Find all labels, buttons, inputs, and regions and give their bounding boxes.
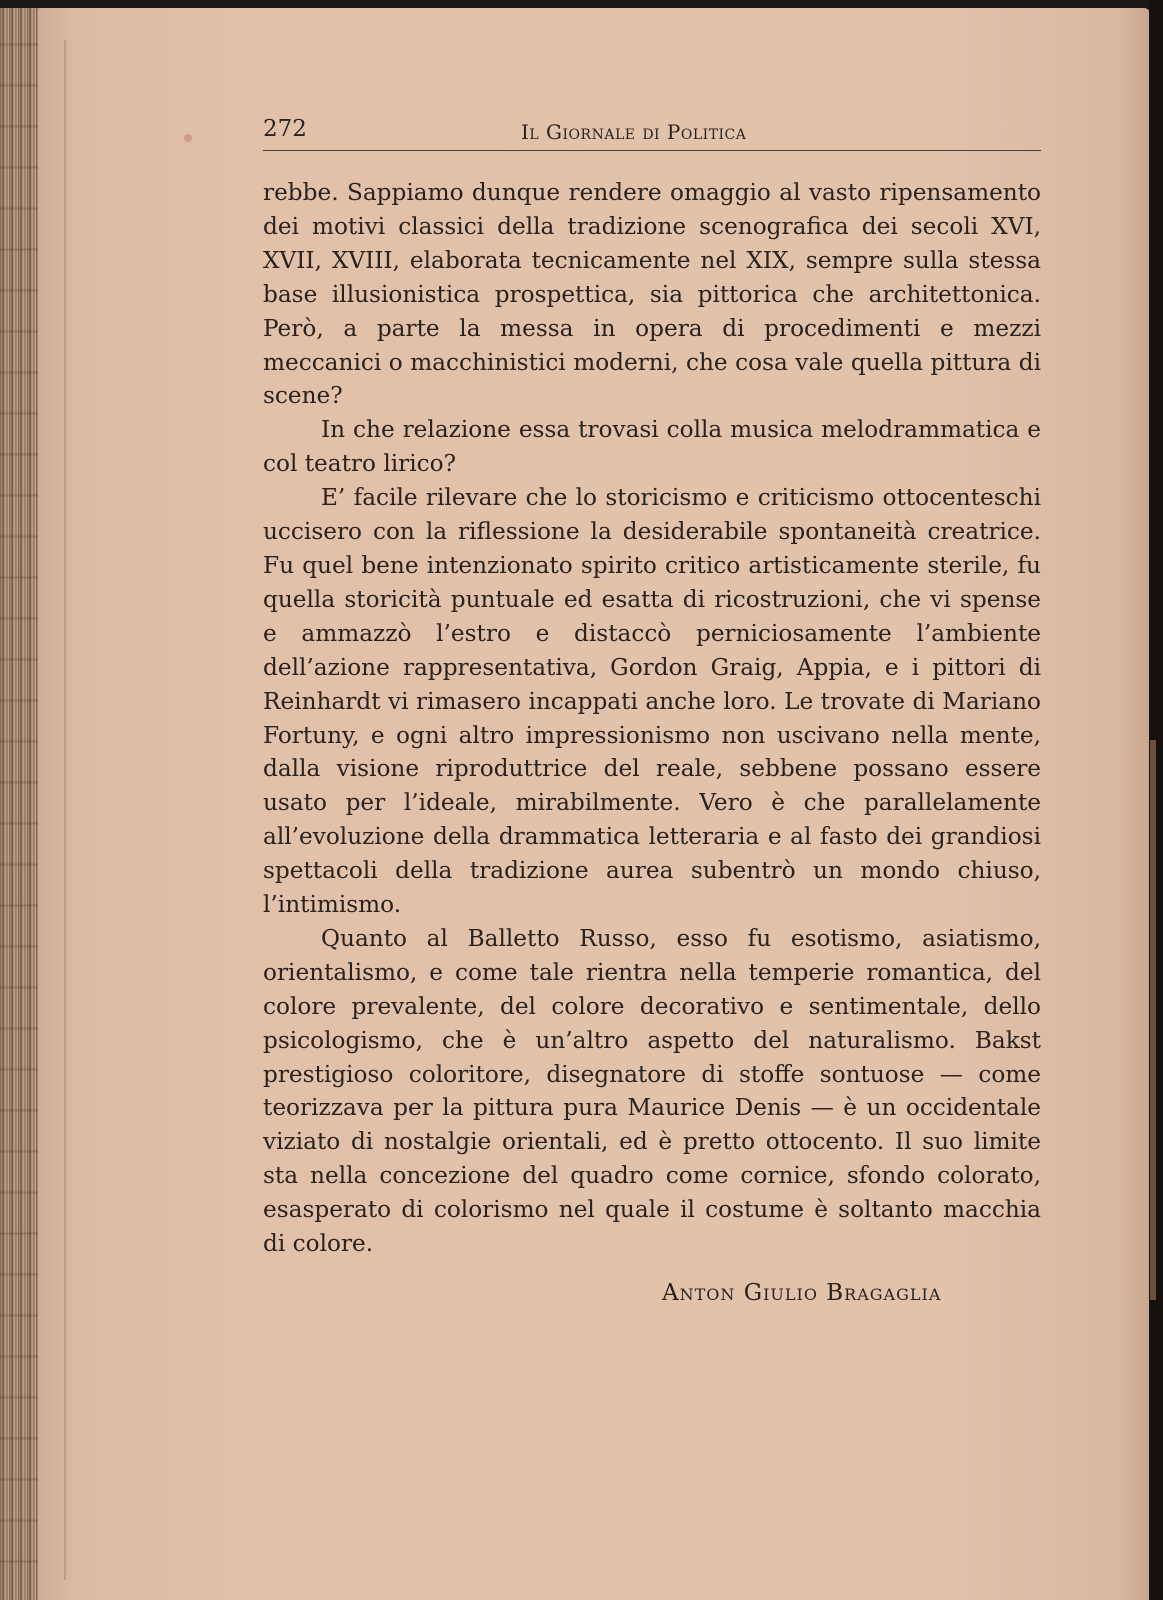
paragraph-4: Quanto al Balletto Russo, esso fu esotismo, asiatismo, orientalismo, e come tale rientra nella temperie romantica, del colore prevalente, del colore decorativo e sentimentale, dello psicologismo, che è un’altro aspetto del naturalismo. Bakst prestigioso coloritore, disegnatore di stoffe sontuose — come teorizzava per la pittura pura Maurice Denis — è un occidentale viziato di nostalgie orientali, ed è pretto ottocento. Il suo limite sta nella concezione del quadro come cornice, sfondo colorato, esasperato di colorismo nel quale il costume è soltanto macchia di colore. [263,924,1041,1258]
page-header [263,114,1041,148]
author-signature: Anton Giulio Bragaglia [662,1280,942,1306]
running-title: Il Giornale di Politica [521,120,747,144]
header-rule [263,150,1041,151]
page-number: 272 [263,116,307,142]
paragraph-2: In che relazione essa trovasi colla musica melodrammatica e col teatro lirico? [263,416,1041,478]
page-fold-line [64,40,66,1580]
book-cover-edge [1149,0,1163,1600]
article-body [263,176,1041,1261]
cover-strip [1150,740,1156,1300]
paper-stain [184,134,192,142]
paragraph-1: rebbe. Sappiamo dunque rendere omaggio al vasto ripensamento dei motivi classici della tradizione scenografica dei secoli XVI, XVII, XVIII, elaborata tecnicamente nel XIX, sempre sulla stessa base illusionistica prospettica, sia pittorica che architettonica. Però, a parte la messa in opera di procedimenti e mezzi meccanici o macchinistici moderni, che cosa vale quella pittura di scene? [263,179,1041,410]
paragraph-3: E’ facile rilevare che lo storicismo e criticismo ottocenteschi uccisero con la riflessione la desiderabile spontaneità creatrice. Fu quel bene intenzionato spirito critico artisticamente sterile, fu quella storicità puntuale ed esatta di ricostruzioni, che vi spense e ammazzò l’estro e distaccò perniciosamente l’ambiente dell’azione rappresentativa, Gordon Graig, Appia, e i pittori di Reinhardt vi rimasero incappati anche loro. Le trovate di Mariano Fortuny, e ogni altro impressionismo non uscivano nella mente, dalla visione riproduttrice del reale, sebbene possano essere usato per l’ideale, mirabilmente. Vero è che parallelamente all’evoluzione della drammatica letteraria e al fasto dei grandiosi spettacoli della tradizione aurea subentrò un mondo chiuso, l’intimismo. [263,484,1041,919]
